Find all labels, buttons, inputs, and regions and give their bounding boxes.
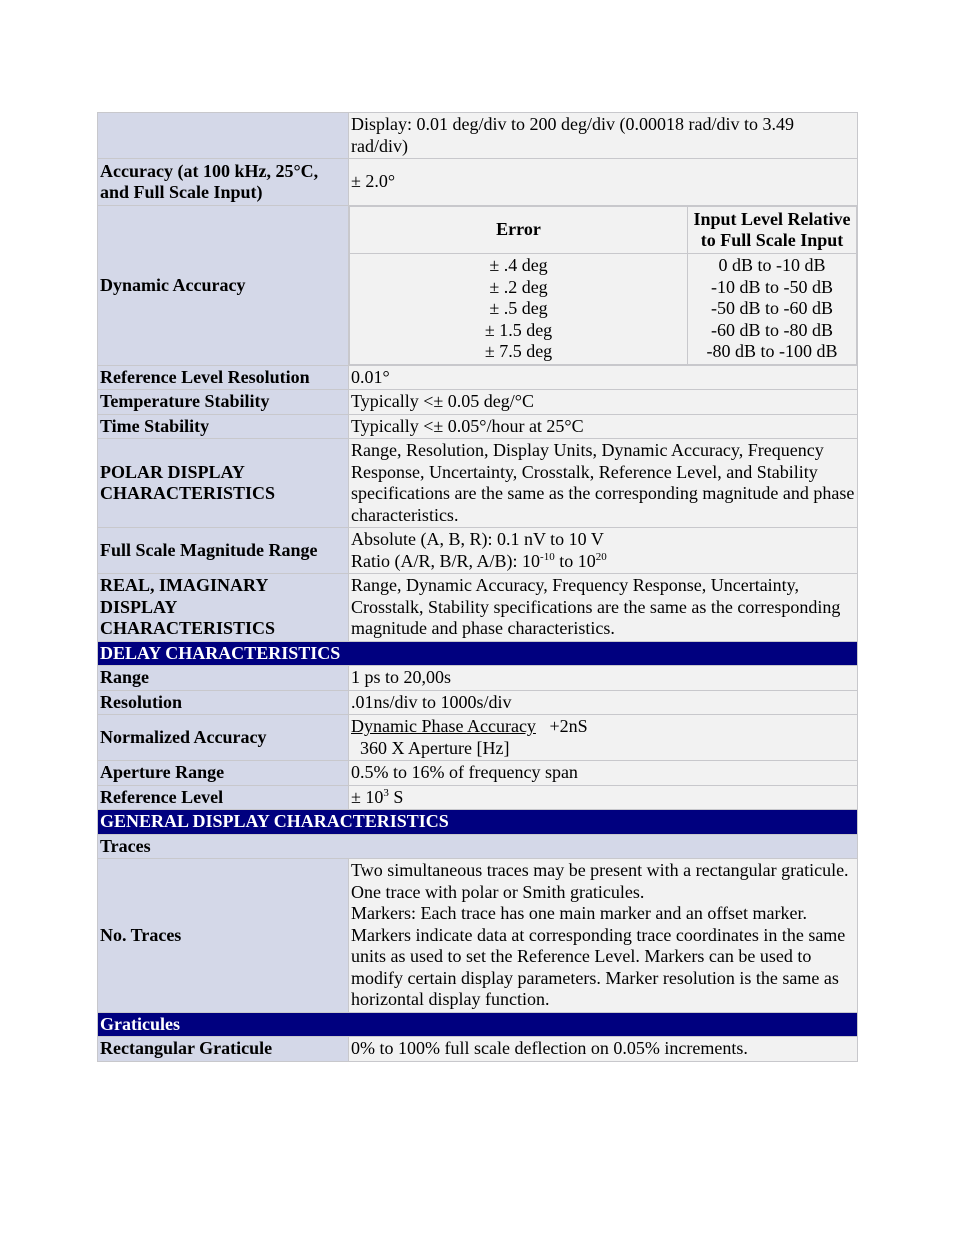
spec-table xyxy=(97,112,858,1062)
row-label: Full Scale Magnitude Range xyxy=(98,528,349,574)
row-value: Range, Dynamic Accuracy, Frequency Response, Uncertainty, Crosstalk, Stability specifications are the same as the corresponding magnitude and phase characteristics. xyxy=(349,574,858,642)
markers-line: Markers: Each trace has one main marker and an offset marker. Markers indicate data at corresponding trace coordinates in the same units as used to set the Reference Level. Markers can be used to modify certain display parameters. Marker resolution is the same as horizontal display function. xyxy=(351,903,846,1009)
row-full-scale-magnitude xyxy=(98,528,858,574)
row-display-continued xyxy=(98,113,858,159)
formula-suffix: +2nS xyxy=(549,716,588,736)
row-label: REAL, IMAGINARY DISPLAY CHARACTERISTICS xyxy=(98,574,349,642)
section-title: GENERAL DISPLAY CHARACTERISTICS xyxy=(98,810,858,835)
ref-prefix: ± 10 xyxy=(351,786,384,807)
ref-suffix: S xyxy=(388,786,404,807)
row-label: POLAR DISPLAY CHARACTERISTICS xyxy=(98,439,349,528)
row-value xyxy=(349,859,858,1013)
row-value: Range, Resolution, Display Units, Dynamic Accuracy, Frequency Response, Uncertainty, Crosstalk, Reference Level, and Stability specifications are the same as the corresponding magnitude and phase characteristics. xyxy=(349,439,858,528)
row-value: Typically <± 0.05°/hour at 25°C xyxy=(349,414,858,439)
dynamic-accuracy-table-cell xyxy=(349,206,858,366)
row-label: Reference Level Resolution xyxy=(98,365,349,390)
section-title: Graticules xyxy=(98,1012,858,1037)
row-value: 0.01° xyxy=(349,365,858,390)
absolute-range: Absolute (A, B, R): 0.1 nV to 10 V xyxy=(351,529,604,549)
ratio-prefix: Ratio (A/R, B/R, A/B): 10 xyxy=(351,550,541,571)
dynamic-accuracy-table xyxy=(349,206,857,365)
row-value: Display: 0.01 deg/div to 200 deg/div (0.00018 rad/div to 3.49 rad/div) xyxy=(349,113,858,159)
error-values xyxy=(350,254,688,365)
row-label: Time Stability xyxy=(98,414,349,439)
section-title: DELAY CHARACTERISTICS xyxy=(98,641,858,666)
row-delay-reference-level xyxy=(98,785,858,810)
ref-exp: 3 xyxy=(383,786,389,799)
ratio-exp-high: 20 xyxy=(595,550,607,563)
subheader-traces xyxy=(98,834,858,859)
input-level-value: -10 dB to -50 dB xyxy=(710,276,833,297)
ratio-mid: to 10 xyxy=(554,550,596,571)
row-value: .01ns/div to 1000s/div xyxy=(349,690,858,715)
row-value: ± 2.0° xyxy=(349,159,858,206)
error-value: ± 1.5 deg xyxy=(484,319,553,340)
subheader-title: Traces xyxy=(98,834,858,859)
row-delay-resolution xyxy=(98,690,858,715)
row-value: 0.5% to 16% of frequency span xyxy=(349,761,858,786)
row-label: Dynamic Accuracy xyxy=(98,206,349,366)
section-header-graticules xyxy=(98,1012,858,1037)
input-level-value: -80 dB to -100 dB xyxy=(706,341,838,361)
ratio-exp-low: -10 xyxy=(540,550,555,563)
input-level-value: -50 dB to -60 dB xyxy=(710,298,833,318)
formula-denominator: 360 X Aperture [Hz] xyxy=(360,737,510,758)
section-header-delay xyxy=(98,641,858,666)
error-value: ± 7.5 deg xyxy=(484,341,553,361)
ratio-range xyxy=(351,551,855,573)
row-value xyxy=(349,785,858,810)
formula-numerator: Dynamic Phase Accuracy xyxy=(351,716,536,736)
row-no-traces xyxy=(98,859,858,1013)
row-reference-level-resolution xyxy=(98,365,858,390)
row-label: Temperature Stability xyxy=(98,390,349,415)
error-value: ± .5 deg xyxy=(489,298,548,318)
row-value: 0% to 100% full scale deflection on 0.05% increments. xyxy=(349,1037,858,1062)
row-label: Range xyxy=(98,666,349,691)
row-label: Accuracy (at 100 kHz, 25°C, and Full Scale Input) xyxy=(98,159,349,206)
row-label: Reference Level xyxy=(98,785,349,810)
error-value: ± .2 deg xyxy=(489,276,548,297)
row-delay-range xyxy=(98,666,858,691)
row-accuracy xyxy=(98,159,858,206)
row-rectangular-graticule xyxy=(98,1037,858,1062)
col-header-input-level: Input Level Relative to Full Scale Input xyxy=(688,207,857,254)
row-label: Normalized Accuracy xyxy=(98,715,349,761)
row-polar-display xyxy=(98,439,858,528)
row-real-imaginary xyxy=(98,574,858,642)
col-header-error: Error xyxy=(350,207,688,254)
row-label: No. Traces xyxy=(98,859,349,1013)
input-level-value: -60 dB to -80 dB xyxy=(710,319,833,340)
row-normalized-accuracy xyxy=(98,715,858,761)
row-label: Aperture Range xyxy=(98,761,349,786)
row-value: 1 ps to 20,00s xyxy=(349,666,858,691)
row-value: Typically <± 0.05 deg/°C xyxy=(349,390,858,415)
row-time-stability xyxy=(98,414,858,439)
row-temperature-stability xyxy=(98,390,858,415)
row-label: Rectangular Graticule xyxy=(98,1037,349,1062)
input-level-values xyxy=(688,254,857,365)
row-aperture-range xyxy=(98,761,858,786)
input-level-value: 0 dB to -10 dB xyxy=(718,255,826,275)
row-dynamic-accuracy xyxy=(98,206,858,366)
section-header-general-display xyxy=(98,810,858,835)
traces-line: Two simultaneous traces may be present with a rectangular graticule. One trace with polar or Smith graticules. xyxy=(351,860,849,902)
row-label: Resolution xyxy=(98,690,349,715)
row-label xyxy=(98,113,349,159)
row-value xyxy=(349,528,858,574)
error-value: ± .4 deg xyxy=(489,255,548,275)
formula-top xyxy=(351,716,855,738)
row-value xyxy=(349,715,858,761)
